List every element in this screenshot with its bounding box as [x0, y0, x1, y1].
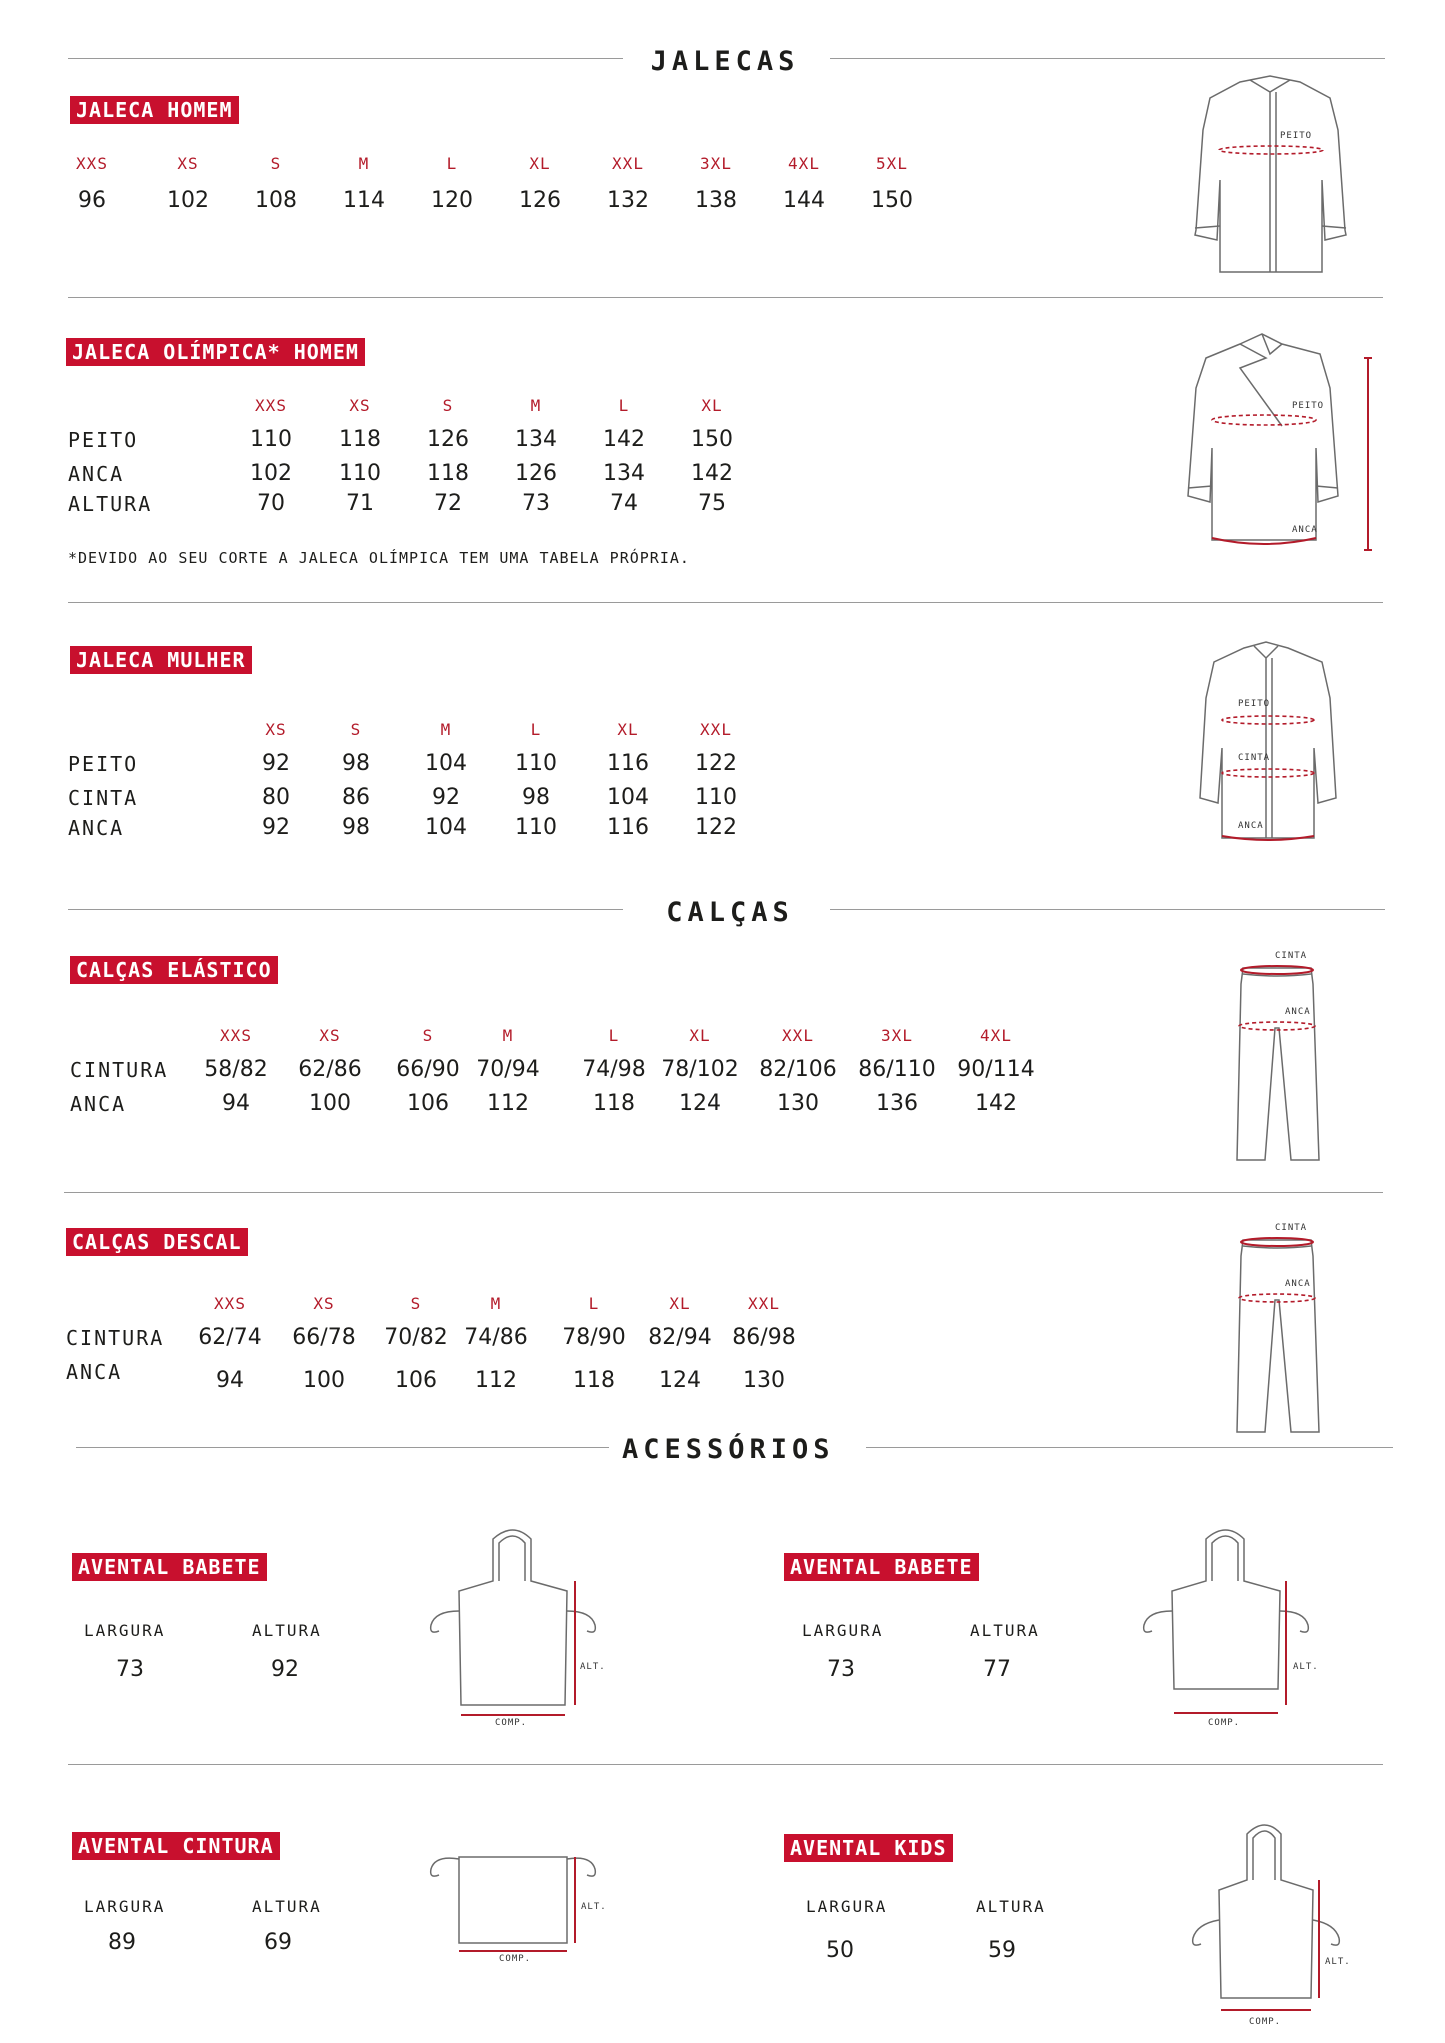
- comp-label: COMP.: [1249, 2017, 1282, 2027]
- measure-value: 98: [342, 815, 370, 840]
- measure-value: 150: [871, 188, 913, 213]
- measure-value: 62/74: [198, 1325, 262, 1350]
- apron-bib-illustration: [1138, 1525, 1328, 1730]
- largura-value: 73: [116, 1657, 144, 1682]
- measure-value: 144: [783, 188, 825, 213]
- women-jacket-illustration: [1180, 638, 1360, 848]
- figure-label: PEITO: [1238, 699, 1271, 709]
- measure-value: 72: [434, 491, 462, 516]
- alt-label: ALT.: [580, 1662, 606, 1672]
- divider: [830, 58, 1385, 59]
- size-label: 5XL: [876, 154, 908, 173]
- figure-label: ANCA: [1292, 525, 1318, 535]
- divider: [76, 1447, 609, 1448]
- figure-label: CINTA: [1275, 951, 1308, 961]
- figure-label: PEITO: [1280, 131, 1313, 141]
- apron-kids-illustration: [1185, 1820, 1365, 2030]
- altura-value: 59: [988, 1938, 1016, 1963]
- measure-value: 70/82: [384, 1325, 448, 1350]
- divider: [866, 1447, 1393, 1448]
- measure-value: 102: [167, 188, 209, 213]
- divider: [830, 909, 1385, 910]
- measure-value: 110: [515, 751, 557, 776]
- size-label: XS: [313, 1294, 335, 1313]
- pants-illustration: [1215, 1220, 1335, 1440]
- size-label: L: [446, 154, 458, 173]
- avental-babete-title: AVENTAL BABETE: [72, 1553, 267, 1581]
- measure-value: 106: [395, 1368, 437, 1393]
- measure-value: 142: [603, 427, 645, 452]
- measure-value: 134: [603, 461, 645, 486]
- size-label: S: [442, 396, 454, 415]
- measure-value: 98: [342, 751, 370, 776]
- measure-value: 73: [522, 491, 550, 516]
- measure-value: 92: [432, 785, 460, 810]
- size-label: S: [410, 1294, 422, 1313]
- row-label: ANCA: [70, 1092, 127, 1116]
- measure-value: 124: [659, 1368, 701, 1393]
- measure-value: 75: [698, 491, 726, 516]
- avental-cintura-title: AVENTAL CINTURA: [72, 1832, 280, 1860]
- measure-value: 138: [695, 188, 737, 213]
- avental-babete-title: AVENTAL BABETE: [784, 1553, 979, 1581]
- measure-value: 110: [695, 785, 737, 810]
- measure-value: 116: [607, 815, 649, 840]
- measure-value: 114: [343, 188, 385, 213]
- avental-kids-title: AVENTAL KIDS: [784, 1834, 953, 1862]
- measure-value: 82/106: [759, 1057, 837, 1082]
- size-label: XXS: [220, 1026, 252, 1045]
- altura-value: 77: [983, 1657, 1011, 1682]
- measure-value: 116: [607, 751, 649, 776]
- measure-value: 94: [222, 1091, 250, 1116]
- measure-value: 104: [607, 785, 649, 810]
- figure-label: ANCA: [1285, 1007, 1311, 1017]
- jaleca-olimpica-note: *DEVIDO AO SEU CORTE A JALECA OLÍMPICA TEM UMA TABELA PRÓPRIA.: [68, 549, 690, 567]
- measure-value: 86/98: [732, 1325, 796, 1350]
- calcas-elastico-title: CALÇAS ELÁSTICO: [70, 956, 278, 984]
- figure-label: CINTA: [1275, 1223, 1308, 1233]
- altura-value: 92: [271, 1657, 299, 1682]
- figure-label: PEITO: [1292, 401, 1325, 411]
- size-label: XXL: [782, 1026, 814, 1045]
- measure-value: 58/82: [204, 1057, 268, 1082]
- altura-label: ALTURA: [252, 1897, 322, 1916]
- measure-value: 142: [975, 1091, 1017, 1116]
- altura-label: ALTURA: [976, 1897, 1046, 1916]
- size-label: M: [530, 396, 542, 415]
- measure-value: 126: [519, 188, 561, 213]
- size-label: M: [502, 1026, 514, 1045]
- divider: [68, 1764, 1383, 1765]
- row-label: CINTURA: [70, 1058, 169, 1082]
- measure-value: 134: [515, 427, 557, 452]
- alt-label: ALT.: [1325, 1957, 1351, 1967]
- row-label: CINTA: [68, 786, 139, 810]
- largura-value: 50: [826, 1938, 854, 1963]
- largura-label: LARGURA: [806, 1897, 888, 1916]
- altura-label: ALTURA: [252, 1621, 322, 1640]
- comp-label: COMP.: [1208, 1718, 1241, 1728]
- measure-value: 130: [743, 1368, 785, 1393]
- measure-value: 126: [515, 461, 557, 486]
- measure-value: 132: [607, 188, 649, 213]
- size-label: S: [350, 720, 362, 739]
- size-label: L: [530, 720, 542, 739]
- altura-label: ALTURA: [970, 1621, 1040, 1640]
- measure-value: 62/86: [298, 1057, 362, 1082]
- alt-label: ALT.: [1293, 1662, 1319, 1672]
- size-label: XXL: [700, 720, 732, 739]
- jaleca-olimpica-title: JALECA OLÍMPICA* HOMEM: [66, 338, 365, 366]
- section-title-calcas: CALÇAS: [666, 897, 794, 928]
- alt-label: ALT.: [581, 1902, 607, 1912]
- measure-value: 110: [339, 461, 381, 486]
- measure-value: 74/98: [582, 1057, 646, 1082]
- measure-value: 92: [262, 751, 290, 776]
- jaleca-mulher-title: JALECA MULHER: [70, 646, 252, 674]
- measure-value: 150: [691, 427, 733, 452]
- row-label: PEITO: [68, 752, 139, 776]
- size-label: M: [358, 154, 370, 173]
- measure-value: 118: [573, 1368, 615, 1393]
- measure-value: 112: [475, 1368, 517, 1393]
- measure-value: 136: [876, 1091, 918, 1116]
- divider: [68, 909, 623, 910]
- row-label: ANCA: [68, 462, 125, 486]
- size-label: XS: [319, 1026, 341, 1045]
- measure-value: 94: [216, 1368, 244, 1393]
- measure-value: 98: [522, 785, 550, 810]
- measure-value: 110: [250, 427, 292, 452]
- measure-value: 71: [346, 491, 374, 516]
- largura-value: 89: [108, 1930, 136, 1955]
- size-label: XXL: [612, 154, 644, 173]
- measure-value: 82/94: [648, 1325, 712, 1350]
- divider: [64, 1192, 1383, 1193]
- measure-value: 112: [487, 1091, 529, 1116]
- measure-value: 78/102: [661, 1057, 739, 1082]
- measure-value: 130: [777, 1091, 819, 1116]
- measure-value: 100: [303, 1368, 345, 1393]
- comp-label: COMP.: [495, 1718, 528, 1728]
- size-label: XXL: [748, 1294, 780, 1313]
- measure-value: 70/94: [476, 1057, 540, 1082]
- size-label: 4XL: [980, 1026, 1012, 1045]
- figure-label: CINTA: [1238, 753, 1271, 763]
- largura-label: LARGURA: [802, 1621, 884, 1640]
- size-label: XL: [617, 720, 639, 739]
- size-label: XS: [177, 154, 199, 173]
- measure-value: 92: [262, 815, 290, 840]
- size-label: 4XL: [788, 154, 820, 173]
- measure-value: 106: [407, 1091, 449, 1116]
- measure-value: 142: [691, 461, 733, 486]
- size-label: L: [588, 1294, 600, 1313]
- altura-value: 69: [264, 1930, 292, 1955]
- measure-value: 74/86: [464, 1325, 528, 1350]
- measure-value: 96: [78, 188, 106, 213]
- measure-value: 100: [309, 1091, 351, 1116]
- largura-value: 73: [827, 1657, 855, 1682]
- row-label: ANCA: [66, 1360, 123, 1384]
- row-label: ALTURA: [68, 492, 153, 516]
- measure-value: 120: [431, 188, 473, 213]
- figure-label: ANCA: [1238, 821, 1264, 831]
- figure-label: ANCA: [1285, 1279, 1311, 1289]
- measure-value: 108: [255, 188, 297, 213]
- jaleca-homem-title: JALECA HOMEM: [70, 96, 239, 124]
- measure-value: 122: [695, 815, 737, 840]
- largura-label: LARGURA: [84, 1897, 166, 1916]
- measure-value: 102: [250, 461, 292, 486]
- divider: [68, 602, 1383, 603]
- apron-bib-illustration: [425, 1525, 615, 1730]
- size-label: XL: [689, 1026, 711, 1045]
- size-label: XS: [265, 720, 287, 739]
- calcas-descal-title: CALÇAS DESCAL: [66, 1228, 248, 1256]
- size-label: L: [618, 396, 630, 415]
- measure-value: 118: [427, 461, 469, 486]
- size-label: S: [270, 154, 282, 173]
- size-label: 3XL: [881, 1026, 913, 1045]
- comp-label: COMP.: [499, 1954, 532, 1964]
- measure-value: 80: [262, 785, 290, 810]
- divider: [68, 58, 623, 59]
- measure-value: 78/90: [562, 1325, 626, 1350]
- measure-value: 118: [339, 427, 381, 452]
- largura-label: LARGURA: [84, 1621, 166, 1640]
- row-label: PEITO: [68, 428, 139, 452]
- row-label: CINTURA: [66, 1326, 165, 1350]
- size-label: XXS: [214, 1294, 246, 1313]
- olympic-jacket-illustration: [1170, 328, 1380, 558]
- measure-value: 86: [342, 785, 370, 810]
- measure-value: 66/90: [396, 1057, 460, 1082]
- size-label: XL: [669, 1294, 691, 1313]
- size-label: XL: [529, 154, 551, 173]
- divider: [68, 297, 1383, 298]
- measure-value: 104: [425, 815, 467, 840]
- measure-value: 118: [593, 1091, 635, 1116]
- measure-value: 124: [679, 1091, 721, 1116]
- measure-value: 110: [515, 815, 557, 840]
- size-label: M: [440, 720, 452, 739]
- size-label: XXS: [76, 154, 108, 173]
- jacket-illustration: [1180, 70, 1360, 280]
- size-label: M: [490, 1294, 502, 1313]
- size-label: L: [608, 1026, 620, 1045]
- measure-value: 86/110: [858, 1057, 936, 1082]
- section-title-jalecas: JALECAS: [650, 46, 800, 77]
- measure-value: 70: [257, 491, 285, 516]
- row-label: ANCA: [68, 816, 125, 840]
- measure-value: 126: [427, 427, 469, 452]
- section-title-acessorios: ACESSÓRIOS: [622, 1434, 835, 1465]
- size-label: XS: [349, 396, 371, 415]
- pants-illustration: [1215, 948, 1335, 1168]
- size-label: XXS: [255, 396, 287, 415]
- measure-value: 90/114: [957, 1057, 1035, 1082]
- measure-value: 66/78: [292, 1325, 356, 1350]
- measure-value: 74: [610, 491, 638, 516]
- measure-value: 122: [695, 751, 737, 776]
- size-label: XL: [701, 396, 723, 415]
- apron-waist-illustration: [425, 1845, 615, 1965]
- size-label: 3XL: [700, 154, 732, 173]
- size-label: S: [422, 1026, 434, 1045]
- measure-value: 104: [425, 751, 467, 776]
